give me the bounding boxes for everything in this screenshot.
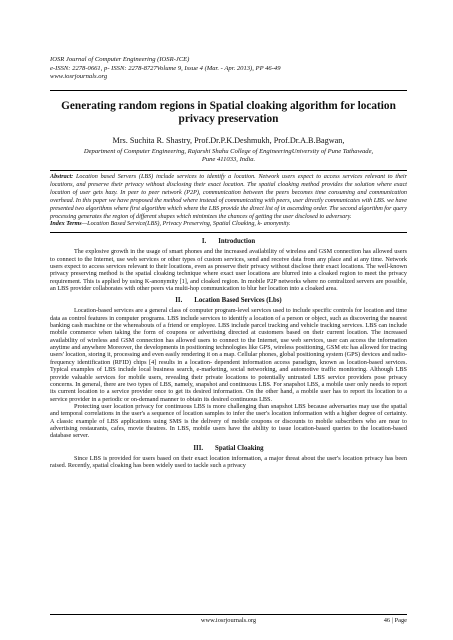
- index-terms-text: —Location Based Service(LBS), Privacy Preserving, Spatial Cloaking, k- anonymity.: [81, 221, 291, 228]
- abstract-text: Location based Servers (LBS) include services to identify a location. Network users expect to access services relevant to their locations, and preserve their privacy without disclosing their exact location. The spatial cloaking method provides the solution where exact location of user gets hazy. In peer to peer network (P2P), communication between the peers becomes time consuming and communication overhead. In this paper we have proposed the method where instead of communicating with peers, user directly communicates with LBS. we have presented two algorithms where first algorithm which where the LBS provide the direct list of in ascending order. The second algorithm for query processing generates the region of different shapes which minimizes the chances of getting the user disclosed to adversary.: [50, 174, 408, 220]
- lbs-paragraph-2: Protecting user location privacy for continuous LBS is more challenging than snapshot LBS because adversaries may use the spatial and temporal correlations in the user's a sequence of location samples to infer the user's location information with a higher degree of certainty. A classic example of LBS applications using SMS is the delivery of mobile coupons or discounts to mobile subscribers who are near to advertising restaurants, cafes, movie theatres. In LBS, mobile users have the ability to issue location-based queries to the location-based database server.: [50, 402, 407, 440]
- footer-website: www.iosrjournals.org: [200, 617, 257, 624]
- journal-issn: e-ISSN: 2278-0661, p- ISSN: 2278-8727Volume 9, Issue 4 (Mar. - Apr. 2013), PP 46-49: [50, 64, 281, 72]
- section-number: I.: [201, 238, 207, 246]
- section-heading-lbs: [50, 297, 407, 305]
- spatial-cloaking-paragraph: Since LBS is provided for users based on their exact location information, a major threat about the user's location privacy has been raised. Recently, spatial cloaking has been widely used to tackle such a privacy: [50, 454, 407, 469]
- section-number: III.: [193, 444, 204, 452]
- affiliation-line-2: Pune 411033, India.: [201, 155, 256, 163]
- abstract-label: Abstract:: [50, 174, 74, 180]
- page-footer: [50, 614, 407, 624]
- index-terms: [50, 221, 407, 229]
- section-heading-spatial-cloaking: [50, 445, 407, 453]
- abstract: [50, 174, 407, 221]
- section-heading-introduction: [50, 238, 407, 246]
- section-title: Location Based Services (Lbs): [194, 297, 282, 305]
- introduction-paragraph: The explosive growth in the usage of smart phones and the increased availability of wireless and GSM connection has allowed users to connect to the Internet, use web services or other types of custom services, send and receive data from any place and at any time. Network users expect to access services relevant to their locations, even as preserve their privacy without disclose their exact locations. The well-known privacy preserving method is the spatial cloaking technique where exact user locations are blurred into a cloaked region to meet the privacy requirement. This is applied by using K-anonymity [1], and cloaked region. In mobile P2P networks where no centralized servers are possible, an LBS provider collaborates with other peers via multi-hop communication to blur her location into a cloaked area.: [50, 248, 407, 293]
- page-number: 46 | Page: [383, 617, 407, 624]
- journal-website: www.iosrjournals.org: [50, 73, 108, 81]
- index-terms-label: Index Terms: [50, 221, 82, 228]
- affiliation-line-1: Department of Computer Engineering, Rajarshi Shahu College of EngineeringUniversity of Pune Tathawade,: [83, 147, 374, 155]
- paper-title: Generating random regions in Spatial cloaking algorithm for location privacy preservation: [61, 99, 396, 126]
- section-number: II.: [175, 297, 183, 305]
- journal-name: IOSR Journal of Computer Engineering (IOSR-JCE): [50, 56, 190, 63]
- section-title: Introduction: [218, 238, 256, 246]
- section-title: Spatial Cloaking: [215, 444, 264, 452]
- paper-authors: Mrs. Suchita R. Shastry, Prof.Dr.P.K.Deshmukh, Prof.Dr.A.B.Bagwan,: [112, 135, 345, 145]
- journal-header: [50, 56, 407, 82]
- abstract-block: [50, 170, 407, 233]
- header-rule: [50, 90, 407, 91]
- lbs-paragraph-1: Location-based services are a general class of computer program-level services used to include specific controls for location and time data as control features in computer programs. LBS include services to identify a location of a person or object, such as discovering the nearest banking cash machine or the whereabouts of a friend or employee. LBS include parcel tracking and vehicle tracking services. LBS can include mobile commerce when taking the form of coupons or advertising directed at customers based on their current location. The increased availability of wireless and GSM connection has allowed users to connect to the Internet, use web services, user can access the information anytime and anywhere Moreover, the developments in positioning technologies like GPS, wireless positioning, GSM etc has allowed for tracing users' location, storing it, processing and even easily rendering it on a map. Cellular phones, global positioning system (GPS) devices and radio-frequency identification (RFID) chips [4] results in a location- dependent information access paradigm, known as location-based services. Typical examples of LBS include local business search, e-marketing, social networking, and automotive traffic monitoring. Although LBS provide valuable services for mobile users, revealing their private locations to potentially untrusted LBS service providers pose privacy concerns. In general, there are two types of LBS, namely, snapshot and continuous LBS. For snapshot LBS, a mobile user only needs to report its current location to a service provider once to get its desired information. On the other hand, a mobile user has to report its location to a service provider in a periodic or on-demand manner to obtain its desired continuous LBS.: [50, 307, 408, 403]
- paper-affiliation: [50, 148, 407, 164]
